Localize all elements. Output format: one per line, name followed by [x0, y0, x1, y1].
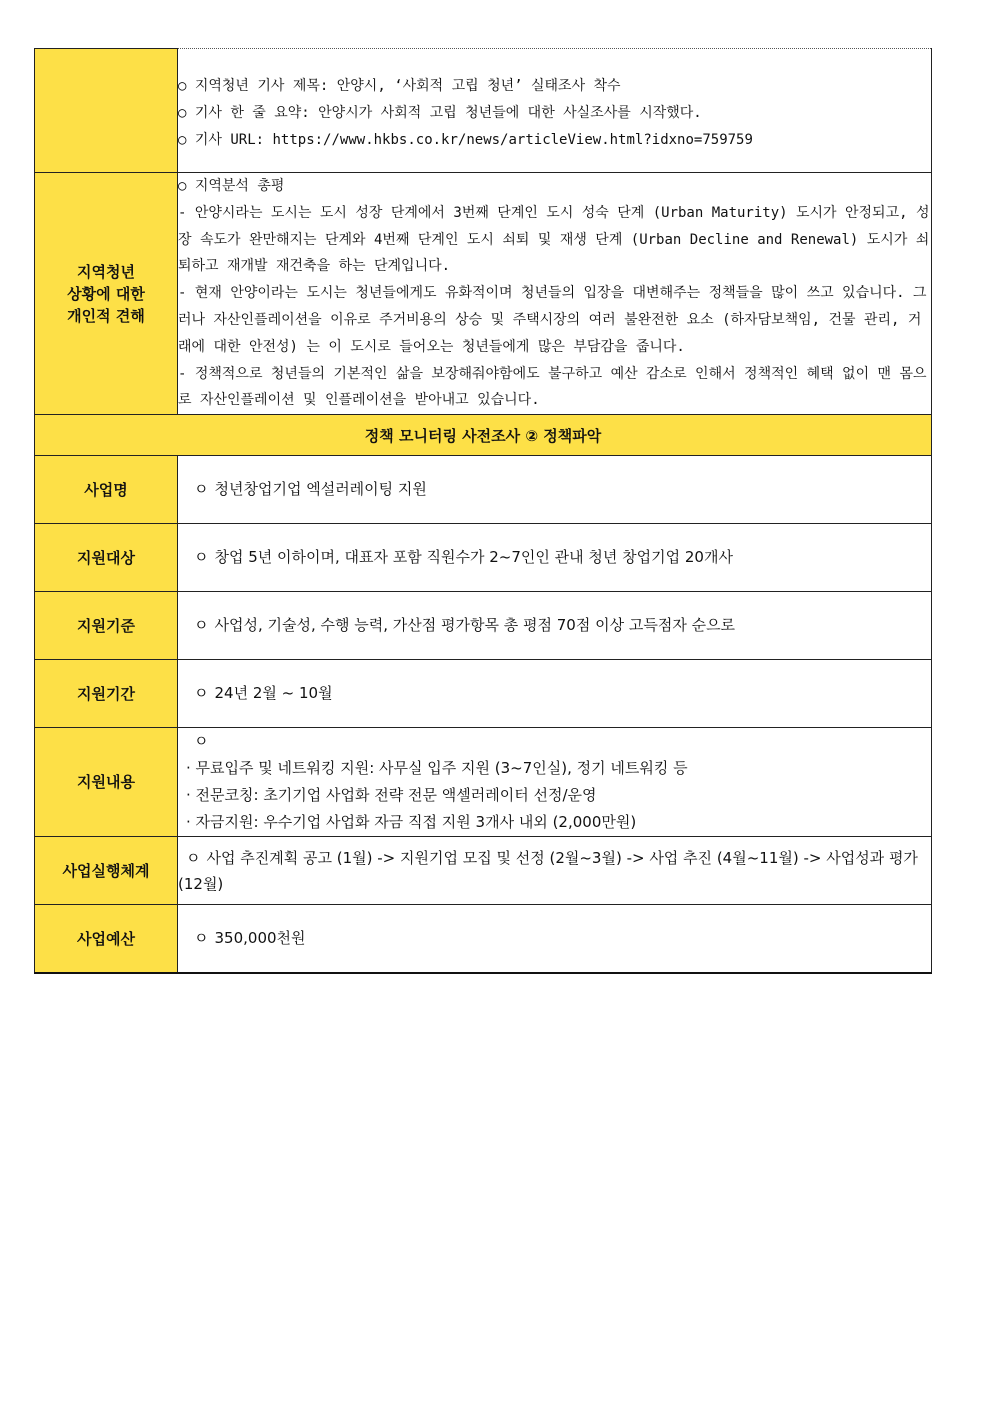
- opinion-content: [178, 173, 932, 415]
- opinion-label: 지역청년 상황에 대한 개인적 견해: [35, 173, 178, 415]
- bullet-icon: ㅇ: [194, 929, 209, 948]
- content-item-2: · 전문코칭: 초기기업 사업화 전략 전문 액셀러레이터 선정/운영: [186, 786, 597, 805]
- section-banner: 정책 모니터링 사전조사 ② 정책파악: [35, 415, 932, 456]
- project-name-value: 청년창업기업 엑설러레이팅 지원: [214, 480, 427, 499]
- opinion-paragraph-3: - 정책적으로 청년들의 기본적인 삶을 보장해줘야함에도 불구하고 예산 감소로 인해서 정책적인 혜택 없이 맨 몸으로 자산인플레이션 및 인플레이션을 받아내고 있습니다.: [178, 365, 927, 409]
- opinion-heading: ○ 지역분석 총평: [178, 178, 285, 194]
- budget-row: [35, 905, 932, 974]
- target-value-cell: [178, 524, 932, 592]
- opinion-paragraph-2: - 현재 안양이라는 도시는 청년들에게도 유화적이며 청년들의 입장을 대변해주는 정책들을 많이 쓰고 있습니다. 그러나 자산인플레이션을 이유로 주거비용의 상승 및 주택시장의 여러 불완전한 요소 (하자담보책임, 건물 관리, 거래에 대한 안전성) 는 이 도시로 들어오는 청년들에게 많은 부담감을 줍니다.: [178, 285, 927, 355]
- article-content-cell: [178, 49, 932, 173]
- project-name-value-cell: [178, 456, 932, 524]
- section-banner-row: [35, 415, 932, 456]
- budget-label: 사업예산: [35, 905, 178, 974]
- article-url: ○ 기사 URL: https://www.hkbs.co.kr/news/articleView.html?idxno=759759: [178, 132, 753, 148]
- content-value-cell: [178, 728, 932, 837]
- system-row: [35, 837, 932, 905]
- content-row: [35, 728, 932, 837]
- bullet-icon: ㅇ: [194, 732, 209, 751]
- budget-value-cell: [178, 905, 932, 974]
- system-label: 사업실행체계: [35, 837, 178, 905]
- content-label: 지원내용: [35, 728, 178, 837]
- target-value: 창업 5년 이하이며, 대표자 포함 직원수가 2~7인인 관내 청년 창업기업 20개사: [214, 548, 733, 567]
- budget-value: 350,000천원: [214, 929, 306, 948]
- article-title: ○ 지역청년 기사 제목: 안양시, ‘사회적 고립 청년’ 실태조사 착수: [178, 78, 621, 94]
- system-value: 사업 추진계획 공고 (1월) -> 지원기업 모집 및 선정 (2월~3월) -> 사업 추진 (4월~11월) -> 사업성과 평가 (12월): [178, 848, 918, 893]
- content-item-1: · 무료입주 및 네트워킹 지원: 사무실 입주 지원 (3~7인실), 정기 네트워킹 등: [186, 759, 688, 778]
- content-item-3: · 자금지원: 우수기업 사업화 자금 직접 지원 3개사 내외 (2,000만원): [186, 813, 637, 832]
- criteria-row: [35, 592, 932, 660]
- period-label: 지원기간: [35, 660, 178, 728]
- period-value-cell: [178, 660, 932, 728]
- criteria-value-cell: [178, 592, 932, 660]
- article-row: [35, 49, 932, 173]
- project-name-label: 사업명: [35, 456, 178, 524]
- period-value: 24년 2월 ~ 10월: [214, 684, 333, 703]
- article-label-cell: [35, 49, 178, 173]
- article-summary: ○ 기사 한 줄 요약: 안양시가 사회적 고립 청년들에 대한 사실조사를 시작했다.: [178, 105, 702, 121]
- bullet-icon: ㅇ: [194, 616, 209, 635]
- project-name-row: [35, 456, 932, 524]
- target-row: [35, 524, 932, 592]
- period-row: [35, 660, 932, 728]
- target-label: 지원대상: [35, 524, 178, 592]
- opinion-row: [35, 173, 932, 415]
- system-value-cell: [178, 837, 932, 905]
- criteria-label: 지원기준: [35, 592, 178, 660]
- opinion-paragraph-1: - 안양시라는 도시는 도시 성장 단계에서 3번째 단계인 도시 성숙 단계 (Urban Maturity) 도시가 안정되고, 성장 속도가 완만해지는 단계와 4번째 단계인 도시 쇠퇴 및 재생 단계 (Urban Decline and Renewal) 도시가 쇠퇴하고 재개발 재건축을 하는 단계입니다.: [178, 204, 930, 275]
- bullet-icon: ㅇ: [186, 848, 201, 867]
- criteria-value: 사업성, 기술성, 수행 능력, 가산점 평가항목 총 평점 70점 이상 고득점자 순으로: [214, 616, 736, 635]
- bullet-icon: ㅇ: [194, 548, 209, 567]
- bullet-icon: ㅇ: [194, 684, 209, 703]
- policy-monitoring-table: [34, 48, 932, 974]
- bullet-icon: ㅇ: [194, 480, 209, 499]
